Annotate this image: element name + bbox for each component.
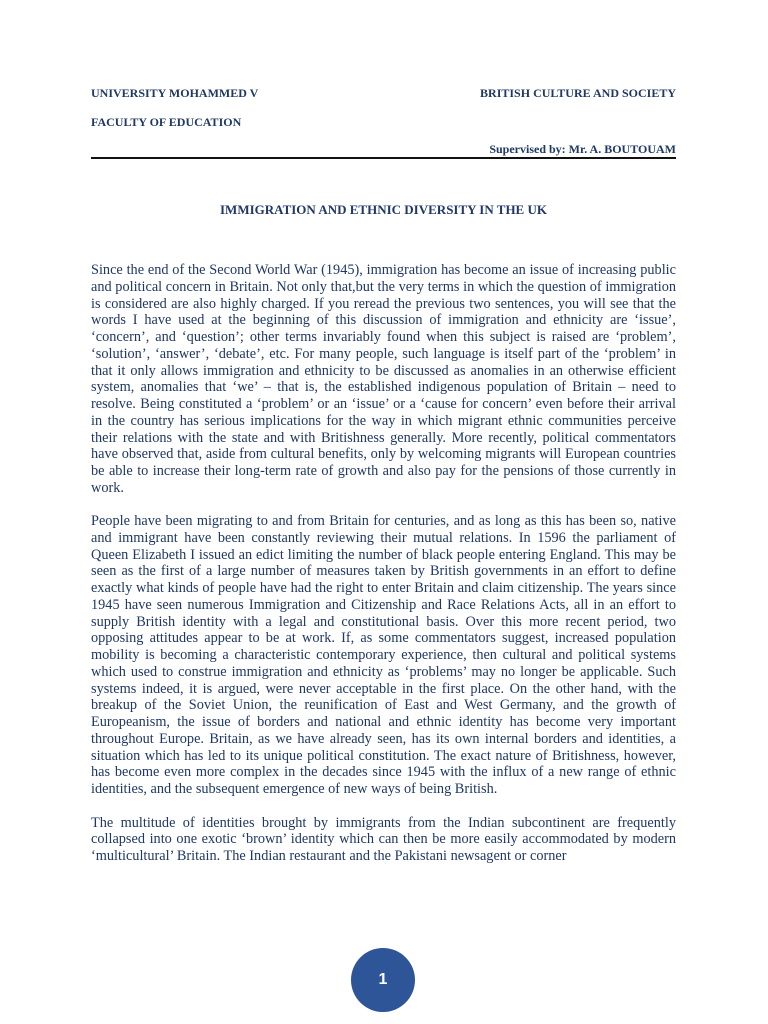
university-name: UNIVERSITY MOHAMMED V bbox=[91, 86, 259, 100]
course-name: BRITISH CULTURE AND SOCIETY bbox=[480, 86, 676, 100]
supervisor-line: Supervised by: Mr. A. BOUTOUAM bbox=[489, 142, 676, 156]
document-title: IMMIGRATION AND ETHNIC DIVERSITY IN THE UK bbox=[220, 202, 547, 217]
header-divider bbox=[91, 157, 676, 159]
paragraph-3: The multitude of identities brought by immigrants from the Indian subcontinent are frequently collapsed into one exotic ‘brown’ identity which can then be more easily accommodated by modern ‘multicultural’ Britain. The Indian restaurant and the Pakistani newsagent or corner bbox=[91, 814, 676, 865]
faculty-name: FACULTY OF EDUCATION bbox=[91, 115, 242, 129]
document-body bbox=[91, 262, 676, 882]
paragraph-1: Since the end of the Second World War (1945), immigration has become an issue of increasing public and political concern in Britain. Not only that,but the very terms in which the question of immigration is considered are also highly charged. If you reread the previous two sentences, you will see that the words I have used at the beginning of this discussion of immigration and ethnicity are ‘issue’, ‘concern’, and ‘question’; other terms invariably found when this subject is raised are ‘problem’, ‘solution’, ‘answer’, ‘debate’, etc. For many people, such language is itself part of the ‘problem’ in that it only allows immigration and ethnicity to be discussed as anomalies in an otherwise efficient system, anomalies that ‘we’ – that is, the established indigenous population of Britain – need to resolve. Being constituted a ‘problem’ or an ‘issue’ or a ‘cause for concern’ even before their arrival in the country has serious implications for the way in which migrant ethnic communities perceive their relations with the state and with Britishness generally. More recently, political commentators have observed that, aside from cultural benefits, only by welcoming migrants will European countries be able to increase their long-term rate of growth and also pay for the pensions of those currently in work. bbox=[91, 262, 676, 496]
page-number-badge: 1 bbox=[351, 948, 415, 1012]
paragraph-2: People have been migrating to and from Britain for centuries, and as long as this has been so, native and immigrant have been constantly reviewing their mutual relations. In 1596 the parliament of Queen Elizabeth I issued an edict limiting the number of black people entering England. This may be seen as the first of a large number of measures taken by British governments in an effort to define exactly what kinds of people have had the right to enter Britain and claim citizenship. The years since 1945 have seen numerous Immigration and Citizenship and Race Relations Acts, all in an effort to supply British identity with a legal and constitutional basis. Over this more recent period, two opposing attitudes appear to be at work. If, as some commentators suggest, increased population mobility is becoming a characteristic contemporary experience, then cultural and political systems which used to construe immigration and ethnicity as ‘problems’ may no longer be applicable. Such systems indeed, it is argued, were never acceptable in the first place. On the other hand, with the breakup of the Soviet Union, the reunification of East and West Germany, and the growth of Europeanism, the issue of borders and national and ethnic identity has become very important throughout Europe. Britain, as we have already seen, has its own internal borders and identities, a situation which has led to its unique political constitution. The exact nature of Britishness, however, has become even more complex in the decades since 1945 with the influx of a new range of ethnic identities, and the subsequent emergence of new ways of being British. bbox=[91, 513, 676, 798]
